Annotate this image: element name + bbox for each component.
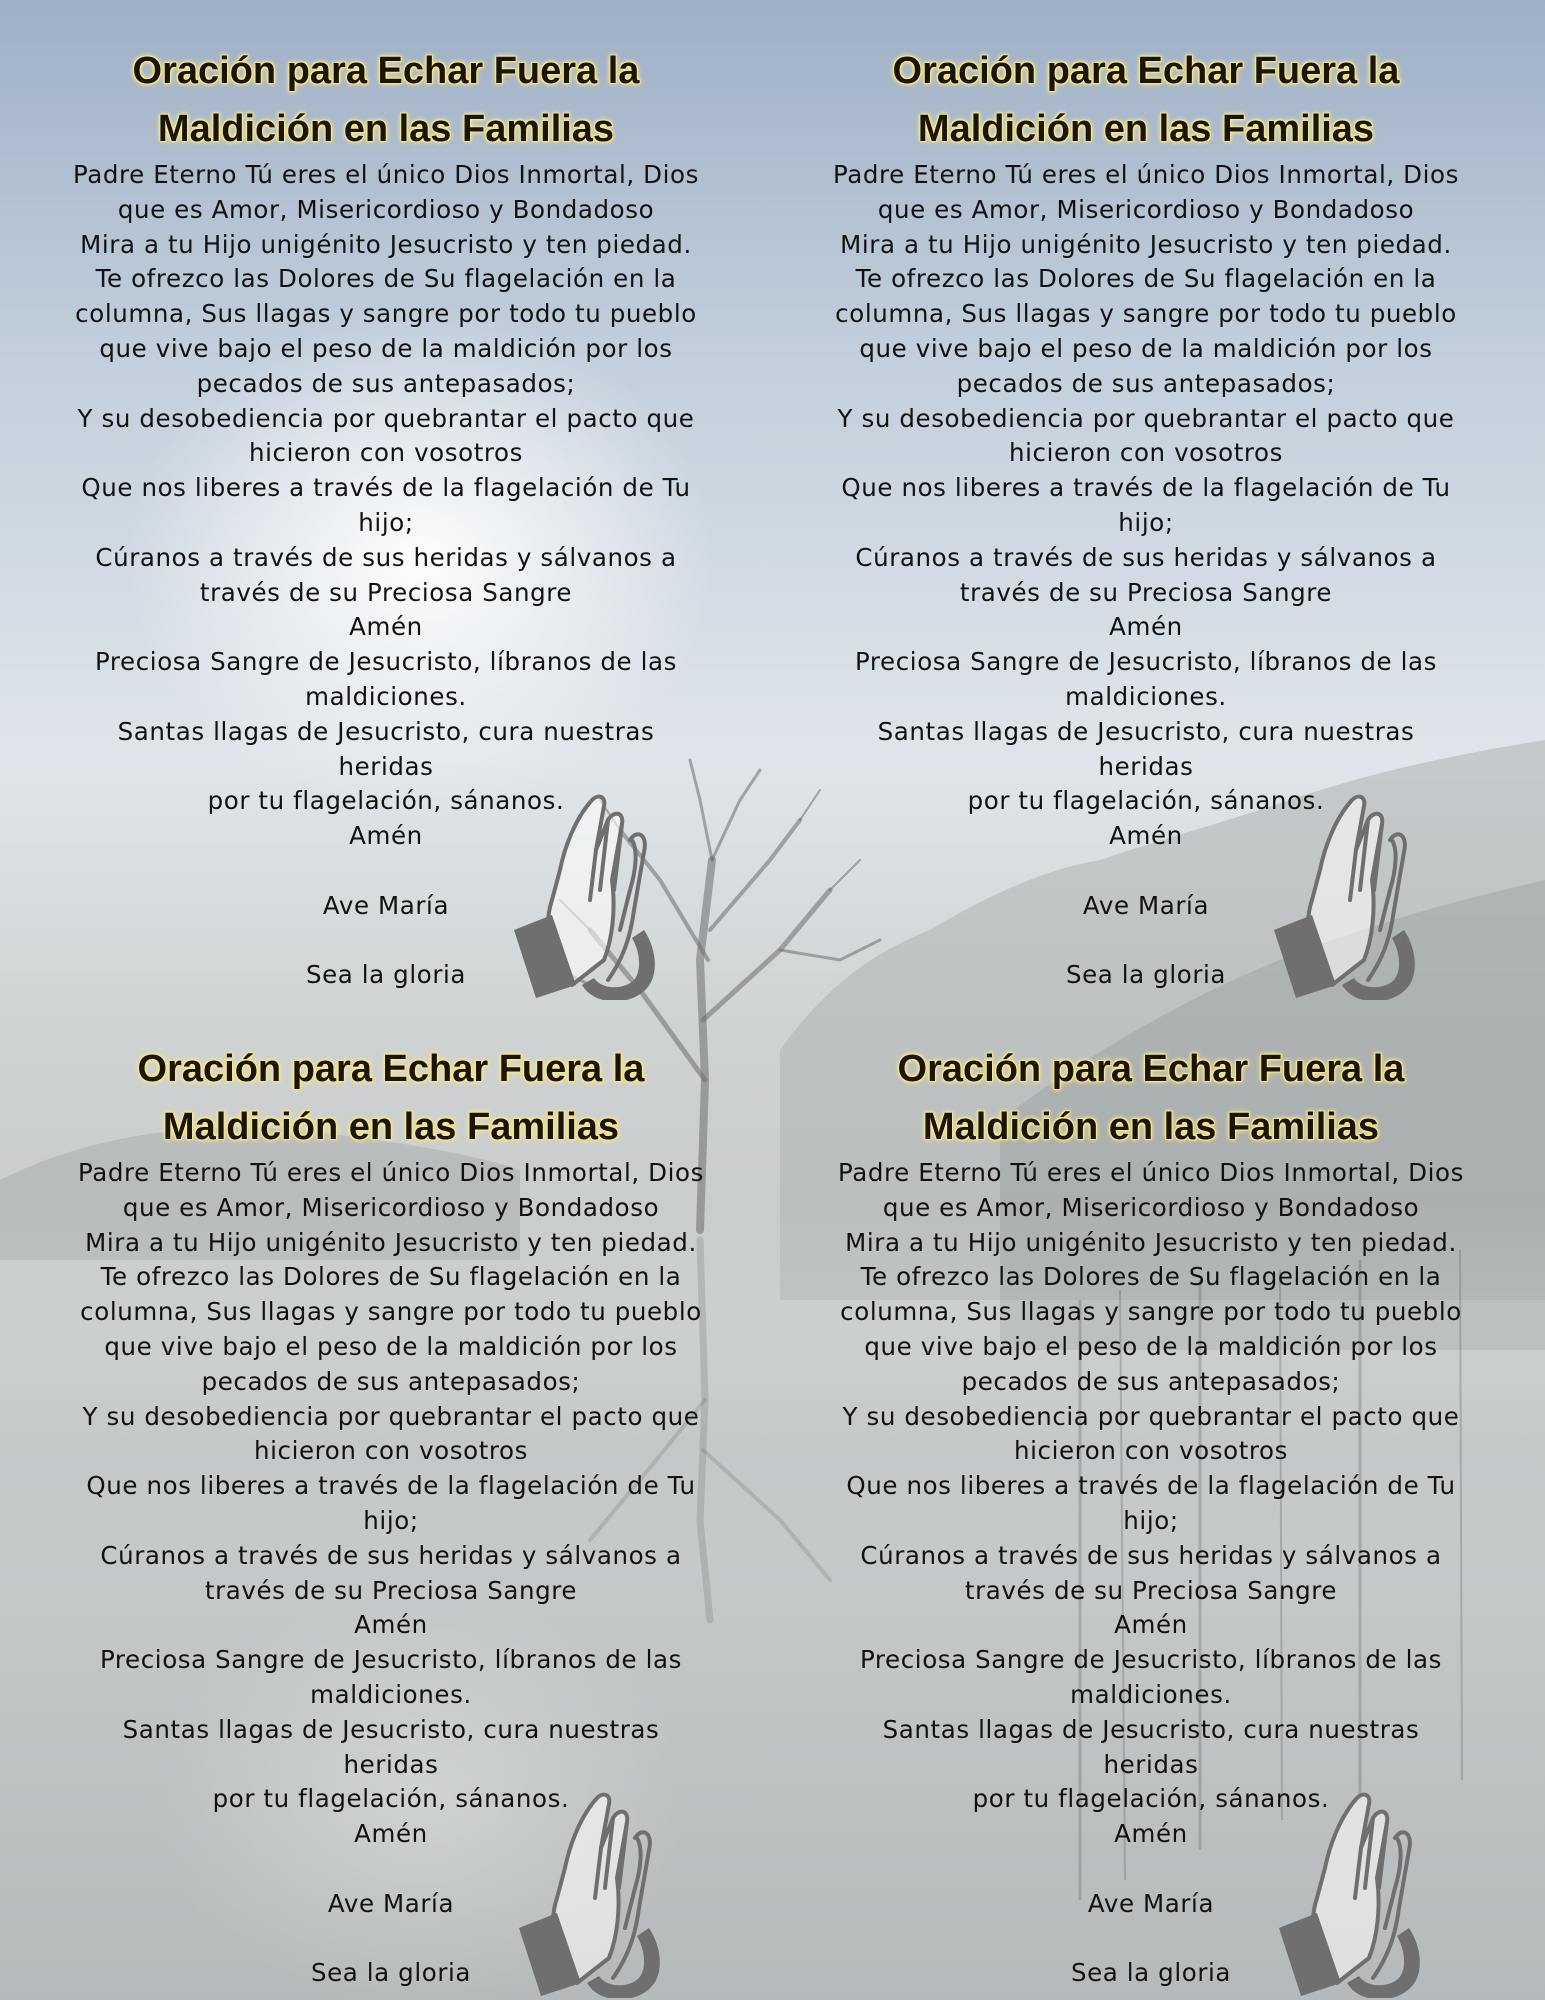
prayer-line: heridas [1098, 751, 1194, 781]
prayer-line: Preciosa Sangre de Jesucristo, líbranos de las [859, 1645, 1443, 1675]
prayer-line: Sea la gloria [310, 1958, 472, 1988]
praying-hands-icon [1272, 780, 1422, 1000]
prayer-line: Amén [354, 1610, 428, 1640]
prayer-line: Mira a tu Hijo unigénito Jesucristo y ten piedad. [80, 229, 692, 259]
prayer-line: Amén [1109, 821, 1183, 851]
prayer-line: Te ofrezco las Dolores de Su flagelación en la [855, 264, 1437, 294]
prayer-line: Mira a tu Hijo unigénito Jesucristo y ten piedad. [840, 229, 1452, 259]
prayer-line: hicieron con vosotros [1013, 1436, 1289, 1466]
prayer-line: hijo; [358, 507, 414, 537]
prayer-line: que vive bajo el peso de la maldición por los [104, 1331, 678, 1361]
title-line-1: Oración para Echar Fuera la [897, 1048, 1405, 1090]
prayer-line: por tu flagelación, sánanos. [967, 786, 1325, 816]
prayer-line: hicieron con vosotros [1008, 438, 1284, 468]
prayer-line: que vive bajo el peso de la maldición por los [99, 333, 673, 363]
praying-hands-icon [517, 1778, 667, 1998]
prayer-card-bottom-left [5, 998, 777, 1998]
prayer-line: por tu flagelación, sánanos. [207, 786, 565, 816]
prayer-line: Padre Eterno Tú eres el único Dios Inmortal, Dios [72, 160, 700, 189]
prayer-line: columna, Sus llagas y sangre por todo tu pueblo [80, 1297, 702, 1327]
prayer-line: columna, Sus llagas y sangre por todo tu pueblo [840, 1297, 1462, 1327]
prayer-line: Sea la gloria [305, 960, 467, 990]
prayer-line: que es Amor, Misericordioso y Bondadoso [122, 1192, 660, 1222]
prayer-line: columna, Sus llagas y sangre por todo tu pueblo [75, 299, 697, 329]
prayer-line: través de su Preciosa Sangre [959, 577, 1333, 607]
prayer-line: Santas llagas de Jesucristo, cura nuestras [877, 716, 1415, 746]
prayer-line: Amén [349, 612, 423, 642]
prayer-line: Padre Eterno Tú eres el único Dios Inmortal, Dios [77, 1158, 705, 1187]
prayer-line: Cúranos a través de sus heridas y sálvanos a [95, 542, 677, 572]
prayer-line: Cúranos a través de sus heridas y sálvanos a [100, 1540, 682, 1570]
prayer-line: que es Amor, Misericordioso y Bondadoso [882, 1192, 1420, 1222]
title-line-2: Maldición en las Familias [922, 1106, 1380, 1148]
prayer-line: Ave María [1087, 1888, 1215, 1918]
prayer-line: hijo; [363, 1505, 419, 1535]
prayer-line: Mira a tu Hijo unigénito Jesucristo y ten piedad. [845, 1227, 1457, 1257]
prayer-line: Santas llagas de Jesucristo, cura nuestras [882, 1714, 1420, 1744]
title-line-2: Maldición en las Familias [917, 108, 1375, 150]
prayer-line: hijo; [1118, 507, 1174, 537]
prayer-line: Amén [1109, 612, 1183, 642]
title-line-1: Oración para Echar Fuera la [132, 50, 640, 92]
prayer-line: hicieron con vosotros [253, 1436, 529, 1466]
prayer-line: Amén [1114, 1610, 1188, 1640]
prayer-line: Que nos liberes a través de la flagelación de Tu [841, 473, 1451, 503]
title-line-2: Maldición en las Familias [162, 1106, 620, 1148]
prayer-title [796, 42, 1496, 158]
prayer-line: Amén [1114, 1819, 1188, 1849]
prayer-line: Te ofrezco las Dolores de Su flagelación en la [100, 1262, 682, 1292]
prayer-line: Ave María [327, 1888, 455, 1918]
prayer-line: que es Amor, Misericordioso y Bondadoso [117, 194, 655, 224]
prayer-line: Padre Eterno Tú eres el único Dios Inmortal, Dios [837, 1158, 1465, 1187]
prayer-line: Que nos liberes a través de la flagelación de Tu [846, 1471, 1456, 1501]
prayer-line: que vive bajo el peso de la maldición por los [859, 333, 1433, 363]
prayer-line: Amén [349, 821, 423, 851]
prayer-line: Cúranos a través de sus heridas y sálvanos a [855, 542, 1437, 572]
prayer-line: que es Amor, Misericordioso y Bondadoso [877, 194, 1415, 224]
prayer-line: maldiciones. [305, 681, 467, 711]
prayer-line: Y su desobediencia por quebrantar el pacto que [842, 1401, 1460, 1431]
prayer-line: hicieron con vosotros [248, 438, 524, 468]
prayer-line: que vive bajo el peso de la maldición por los [864, 1331, 1438, 1361]
prayer-line: Ave María [322, 890, 450, 920]
prayer-line: Mira a tu Hijo unigénito Jesucristo y ten piedad. [85, 1227, 697, 1257]
prayer-line: Y su desobediencia por quebrantar el pacto que [837, 403, 1455, 433]
prayer-line: Preciosa Sangre de Jesucristo, líbranos de las [99, 1645, 683, 1675]
prayer-line: Sea la gloria [1065, 960, 1227, 990]
prayer-line: Preciosa Sangre de Jesucristo, líbranos de las [854, 647, 1438, 677]
prayer-title [41, 1040, 741, 1156]
prayer-line: Cúranos a través de sus heridas y sálvanos a [860, 1540, 1442, 1570]
prayer-line: través de su Preciosa Sangre [199, 577, 573, 607]
prayer-card-top-right [760, 0, 1532, 1000]
prayer-line: través de su Preciosa Sangre [964, 1575, 1338, 1605]
prayer-line: maldiciones. [1070, 1679, 1232, 1709]
prayer-line: columna, Sus llagas y sangre por todo tu pueblo [835, 299, 1457, 329]
title-line-1: Oración para Echar Fuera la [137, 1048, 645, 1090]
prayer-line: Que nos liberes a través de la flagelación de Tu [81, 473, 691, 503]
prayer-line: Sea la gloria [1070, 1958, 1232, 1988]
title-line-1: Oración para Echar Fuera la [892, 50, 1400, 92]
prayer-line: pecados de sus antepasados; [201, 1366, 581, 1396]
prayer-line: hijo; [1123, 1505, 1179, 1535]
prayer-line: Que nos liberes a través de la flagelación de Tu [86, 1471, 696, 1501]
prayer-line: Y su desobediencia por quebrantar el pacto que [82, 1401, 700, 1431]
prayer-line: Amén [354, 1819, 428, 1849]
prayer-line: heridas [338, 751, 434, 781]
prayer-line: través de su Preciosa Sangre [204, 1575, 578, 1605]
prayer-line: pecados de sus antepasados; [196, 368, 576, 398]
prayer-line: maldiciones. [1065, 681, 1227, 711]
praying-hands-icon [512, 780, 662, 1000]
praying-hands-icon [1277, 1778, 1427, 1998]
prayer-line: pecados de sus antepasados; [956, 368, 1336, 398]
prayer-line: heridas [343, 1749, 439, 1779]
prayer-line: heridas [1103, 1749, 1199, 1779]
prayer-line: por tu flagelación, sánanos. [212, 1784, 570, 1814]
prayer-title [36, 42, 736, 158]
prayer-line: Te ofrezco las Dolores de Su flagelación en la [860, 1262, 1442, 1292]
prayer-line: Te ofrezco las Dolores de Su flagelación en la [95, 264, 677, 294]
prayer-card-top-left [0, 0, 772, 1000]
prayer-line: pecados de sus antepasados; [961, 1366, 1341, 1396]
title-line-2: Maldición en las Familias [157, 108, 615, 150]
prayer-line: Santas llagas de Jesucristo, cura nuestras [117, 716, 655, 746]
prayer-card-bottom-right [765, 998, 1537, 1998]
prayer-line: Ave María [1082, 890, 1210, 920]
prayer-title [801, 1040, 1501, 1156]
prayer-line: Preciosa Sangre de Jesucristo, líbranos de las [94, 647, 678, 677]
prayer-line: Santas llagas de Jesucristo, cura nuestras [122, 1714, 660, 1744]
prayer-line: Y su desobediencia por quebrantar el pacto que [77, 403, 695, 433]
prayer-line: Padre Eterno Tú eres el único Dios Inmortal, Dios [832, 160, 1460, 189]
prayer-line: maldiciones. [310, 1679, 472, 1709]
prayer-line: por tu flagelación, sánanos. [972, 1784, 1330, 1814]
